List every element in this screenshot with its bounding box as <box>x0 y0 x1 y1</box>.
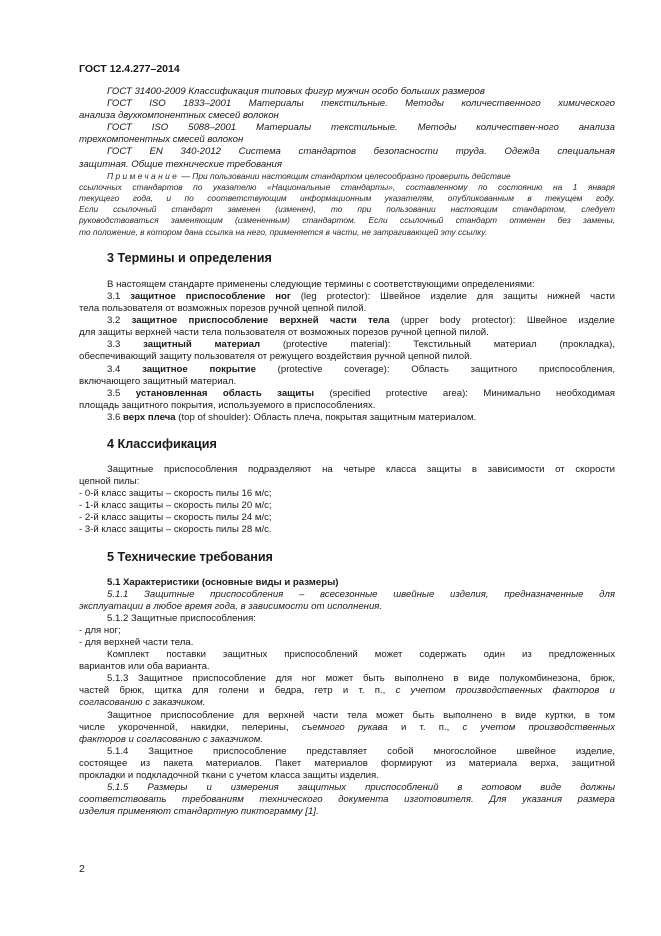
term-number: 3.1 <box>107 290 131 302</box>
term-definition: (top of shoulder): Область плеча, покрытая защитным материалом. <box>175 411 477 423</box>
paragraph-line: Защитное приспособление для верхней части тела может быть выполнено в виде куртки, в том <box>107 709 615 721</box>
term-continuation: тела пользователя от возможных порезов ручной цепной пилой. <box>79 303 367 315</box>
reference-item-cont: анализа двухкомпонентных смесей волокон <box>79 110 279 122</box>
term-number: 3.4 <box>107 363 143 375</box>
paragraph-line: состоящее из пакета материалов. Пакет материалов формируют из материала верха, защитной <box>79 757 615 769</box>
text-run: числе укороченной, накидки, пелерины, <box>79 721 302 733</box>
term-continuation: для защиты верхней части тела пользователя от возможных порезов ручной цепной пилой. <box>79 327 489 339</box>
paragraph-line: согласованию с заказчиком. <box>79 697 206 709</box>
section-intro: В настоящем стандарте применены следующие термины с соответствующими определениями: <box>107 278 535 290</box>
reference-item-cont: защитная. Общие технические требования <box>79 158 282 170</box>
paragraph-line <box>79 685 615 697</box>
text-run-italic: с учетом производственных факторов и <box>395 685 615 697</box>
term-number: 3.2 <box>107 315 132 327</box>
term-item <box>107 364 615 376</box>
term-definition: (leg protector): Швейное изделие для защиты нижней части <box>290 290 615 302</box>
class-list-item: - 0-й класс защиты – скорость пилы 16 м/с; <box>79 488 272 500</box>
term-name: верх плеча <box>123 411 176 423</box>
page-number: 2 <box>79 863 85 875</box>
term-item <box>107 339 615 351</box>
term-continuation: площадь защитного покрытия, используемого в приспособлениях. <box>79 399 376 411</box>
standard-header: ГОСТ 12.4.277–2014 <box>79 63 180 75</box>
paragraph-line: изделия применяют стандартную пиктограмму [1]. <box>79 806 319 818</box>
section-4-body <box>79 464 615 537</box>
paragraph-line <box>79 722 615 734</box>
term-continuation: обеспечивающий защиту пользователя от режущего воздействия ручной цепной пилой. <box>79 351 473 363</box>
note-line: то положение, в котором дана ссылка на него, применяется в части, не затрагивающей эту ссылку. <box>79 226 488 237</box>
section-intro: Защитные приспособления подразделяют на четыре класса защиты в зависимости от скорости <box>107 464 615 475</box>
paragraph-line: 5.1.4 Защитное приспособление представляет собой многослойное швейное изделие, <box>107 745 615 757</box>
section-5-body <box>79 576 615 819</box>
term-definition: (upper body protector): Швейное изделие <box>389 315 615 327</box>
section-intro-cont: цепной пилы: <box>79 476 140 488</box>
class-list-item: - 1-й класс защиты – скорость пилы 20 м/с; <box>79 500 272 512</box>
section-3-body <box>79 278 615 424</box>
section-heading: 5 Технические требования <box>107 549 273 564</box>
paragraph-line: эксплуатации в любое время года, в зависимости от исполнения. <box>79 600 383 612</box>
document-body <box>79 86 615 818</box>
term-definition: (specified protective area): Минимально необходимая <box>314 387 615 399</box>
paragraph-line: Комплект поставки защитных приспособлений может содержать один из предложенных <box>107 649 615 661</box>
term-continuation: включающего защитный материал. <box>79 375 237 387</box>
section-heading: 3 Термины и определения <box>107 250 272 265</box>
term-number: 3.6 <box>107 411 124 423</box>
note-label: Примечание <box>107 170 180 181</box>
note-line: руководствоваться заменяющим (измененным) стандартом. Если ссылочный стандарт отменен без замены, <box>79 215 615 226</box>
term-name: защитное приспособление верхней части тела <box>131 315 390 327</box>
paragraph-line: 5.1.1 Защитные приспособления – всесезонные швейные изделия, предназначенные для <box>107 588 615 600</box>
section-heading: 4 Классификация <box>107 437 217 451</box>
text-run: частей брюк, щитка для голени и бедра, гетр и т. п., <box>79 685 396 697</box>
class-list-item: - 3-й класс защиты – скорость пилы 28 м/с. <box>79 524 272 536</box>
term-item <box>107 388 615 400</box>
term-name: защитное покрытие <box>142 363 256 375</box>
paragraph-line: 5.1.2 Защитные приспособления: <box>107 612 256 624</box>
paragraph-line: факторов и согласованию с заказчиком. <box>79 733 263 745</box>
reference-list <box>79 86 615 171</box>
list-item: - для верхней части тела. <box>79 636 194 648</box>
note-line: — При пользовании настоящим стандартом целесообразно проверить действие <box>179 170 511 181</box>
note-line: текущего года, и по соответствующим информационным указателям, опубликованным в текущем году. <box>79 193 615 204</box>
reference-item: ГОСТ EN 340-2012 Система стандартов безопасности труда. Одежда специальная <box>107 146 615 158</box>
term-name: защитное приспособление ног <box>130 290 291 302</box>
term-item <box>107 291 615 303</box>
paragraph-line: прокладки и подкладочной ткани с учетом класса защиты изделия. <box>79 769 379 781</box>
reference-item: ГОСТ 31400-2009 Классификация типовых фигур мужчин особо больших размеров <box>107 86 485 97</box>
paragraph-line: 5.1.5 Размеры и измерения защитных приспособлений в готовом виде должны <box>107 782 615 794</box>
term-name: защитный материал <box>143 339 261 351</box>
term-number: 3.3 <box>107 339 144 351</box>
term-definition: (protective material): Текстильный материал (прокладка), <box>260 339 615 351</box>
note-block <box>79 170 615 238</box>
reference-item: ГОСТ ISO 5088–2001 Материалы текстильные. Методы количествен-ного анализа <box>107 122 615 134</box>
text-run-italic: съемного рукава <box>301 721 388 733</box>
note-line: Если ссылочный стандарт заменен (изменен), то при пользовании настоящим стандартом, следует <box>79 204 615 215</box>
paragraph-line: соответствовать требованиям технического документа изготовителя. Для указания размера <box>79 794 615 806</box>
term-number: 3.5 <box>107 387 136 399</box>
term-item <box>107 412 615 424</box>
paragraph-line: вариантов или оба варианта. <box>79 661 210 673</box>
list-item: - для ног; <box>79 624 121 636</box>
reference-item-cont: трехкомпонентных смесей волокон <box>79 134 244 146</box>
subsection-heading: 5.1 Характеристики (основные виды и размеры) <box>107 576 339 588</box>
text-run: и т. п., <box>387 721 463 733</box>
term-item <box>107 315 615 327</box>
class-list-item: - 2-й класс защиты – скорость пилы 24 м/с; <box>79 512 272 524</box>
reference-item: ГОСТ ISO 1833–2001 Материалы текстильные. Методы количественного химического <box>107 98 615 110</box>
text-run-italic: с учетом производственных <box>462 721 615 733</box>
note-line: ссылочных стандартов по указателю «Национальные стандарты», составленному по состоянию на 1 января <box>79 181 615 192</box>
term-definition: (protective coverage): Область защитного приспособления, <box>255 363 615 375</box>
paragraph-line: 5.1.3 Защитное приспособление для ног может быть выполнено в виде полукомбинезона, брюк, <box>107 673 615 685</box>
term-name: установленная область защиты <box>135 387 315 399</box>
